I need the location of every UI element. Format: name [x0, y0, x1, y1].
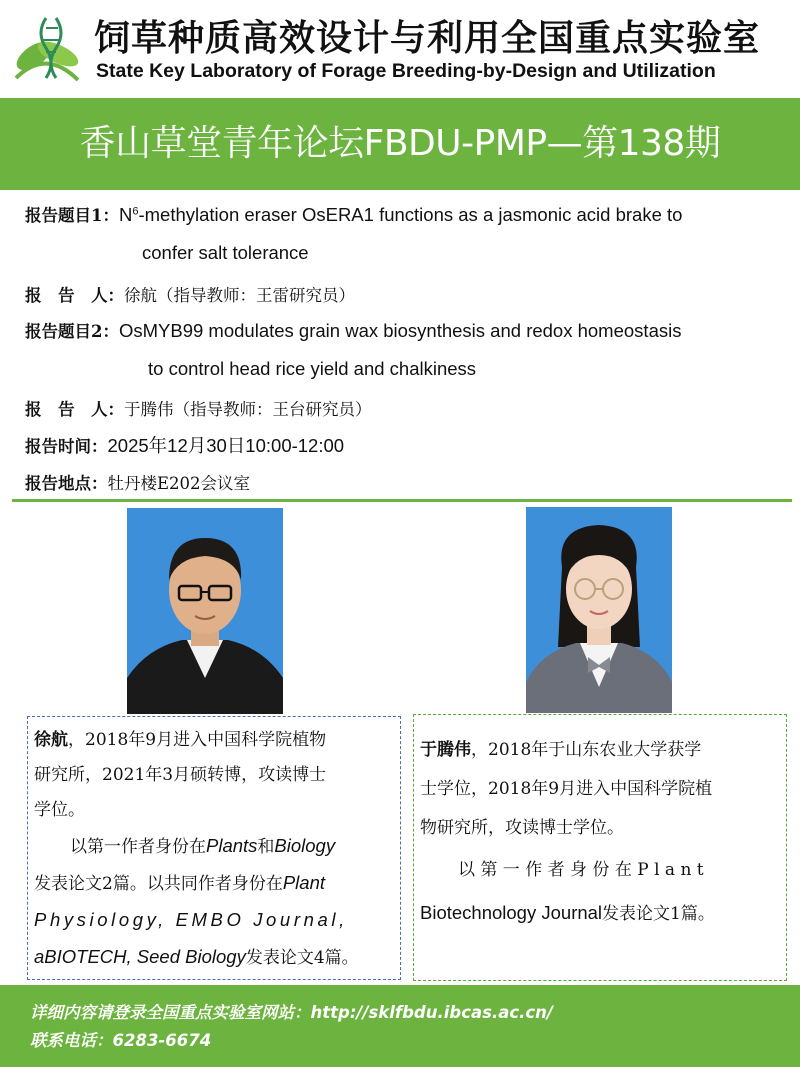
bio2-p2-line2-en: Biotechnology Journal — [420, 902, 603, 923]
talk1-title-label: 报告题目1： — [25, 206, 119, 225]
speaker2-bio — [413, 714, 787, 981]
speaker2-photo — [526, 507, 672, 713]
bio1-p2-line4-cn: 发表论文4篇。 — [245, 948, 359, 968]
header — [0, 0, 800, 98]
bio1-p2-plant: Plant — [282, 872, 325, 893]
bio2-p2-line2 — [420, 893, 786, 934]
footer-phone: 联系电话：6283-6674 — [30, 1031, 212, 1050]
speaker1-portrait-icon — [127, 508, 283, 714]
talk2-speaker: 于腾伟（指导教师：王台研究员） — [124, 400, 372, 419]
time-label: 报告时间： — [25, 437, 108, 456]
bio1-p2-biology: Biology — [274, 835, 336, 856]
bio2-p2-line2-cn: 发表论文1篇。 — [602, 904, 715, 924]
page-title: 香山草堂青年论坛FBDU-PMP—第138期 — [79, 123, 721, 164]
talk1-speaker-row — [25, 282, 355, 306]
bio1-p2-line2-a: 发表论文2篇。以共同作者身份在 — [34, 874, 283, 894]
bio2-p1-line1: ，2018年于山东农业大学获学 — [471, 740, 702, 760]
talk1-speaker: 徐航（指导教师：王雷研究员） — [124, 286, 355, 305]
talk2-title-line1: OsMYB99 modulates grain wax biosynthesis and redox homeostasis — [118, 320, 682, 341]
bio2-p1-line2: 士学位，2018年9月进入中国科学院植 — [420, 779, 713, 799]
talk1-title-sup: 6 — [132, 205, 139, 218]
bio2-p1-line3: 物研究所，攻读博士学位。 — [420, 818, 624, 838]
talk2-title-row — [25, 318, 681, 342]
bio1-p2-line4 — [34, 939, 400, 976]
talk2-title-line2-row — [148, 358, 476, 380]
bio1-p2-plants: Plants — [206, 835, 258, 856]
location-label: 报告地点： — [25, 474, 108, 493]
leaf-dna-logo-icon — [6, 8, 88, 90]
talk2-title-line2: to control head rice yield and chalkiness — [148, 358, 477, 379]
bio1-p1-line3: 学位。 — [34, 800, 85, 820]
talk1-title-row — [25, 202, 682, 226]
lab-name-en: State Key Laboratory of Forage Breeding-by-Design and Utilization — [96, 60, 716, 82]
speaker2-portrait-icon — [526, 507, 672, 713]
bio1-line1 — [34, 723, 400, 758]
location-row — [25, 470, 250, 494]
talk1-title-line1: -methylation eraser OsERA1 functions as a jasmonic acid brake to — [138, 204, 683, 225]
speaker1-photo — [127, 508, 283, 714]
footer — [0, 985, 800, 1067]
talk1-title-line2-row — [142, 242, 309, 264]
talk1-speaker-label: 报 告 人： — [25, 286, 124, 305]
bio1-p2-line3-row — [34, 902, 400, 939]
location-value: 牡丹楼E202会议室 — [107, 474, 251, 493]
bio1-p2-and: 和 — [257, 837, 275, 857]
bio2-line1 — [420, 731, 786, 770]
bio2-name: 于腾伟 — [420, 740, 471, 760]
bio1-p2-line1 — [34, 828, 400, 865]
bio2-p2-line1: 以 第 一 作 者 身 份 在 P l a n t — [458, 860, 704, 880]
talk2-speaker-label: 报 告 人： — [25, 400, 124, 419]
title-band — [0, 98, 800, 190]
talk1-title-pre: N — [118, 204, 133, 225]
time-row — [25, 432, 344, 458]
lab-name-cn: 饲草种质高效设计与利用全国重点实验室 — [94, 17, 761, 59]
talk2-speaker-row — [25, 396, 372, 420]
bio1-p2-a: 以第一作者身份在 — [70, 837, 206, 857]
bio1-p1-line1: ，2018年9月进入中国科学院植物 — [68, 730, 327, 750]
footer-website[interactable]: 详细内容请登录全国重点实验室网站：http://sklfbdu.ibcas.ac.cn/ — [30, 1003, 553, 1022]
bio1-name: 徐航 — [34, 730, 68, 750]
bio1-p2-line3: Physiology, EMBO Journal, — [34, 909, 348, 930]
talk1-title-line2: confer salt tolerance — [142, 242, 309, 263]
talk2-title-label: 报告题目2： — [25, 322, 119, 341]
bio1-p1-line2: 研究所，2021年3月硕转博，攻读博士 — [34, 765, 327, 785]
bio1-p2-line2 — [34, 865, 400, 902]
bio1-p2-line4-en: aBIOTECH, Seed Biology — [34, 946, 246, 967]
time-value: 2025年12月30日10:00-12:00 — [107, 435, 345, 456]
speaker1-bio — [27, 716, 401, 980]
section-divider — [12, 499, 792, 502]
